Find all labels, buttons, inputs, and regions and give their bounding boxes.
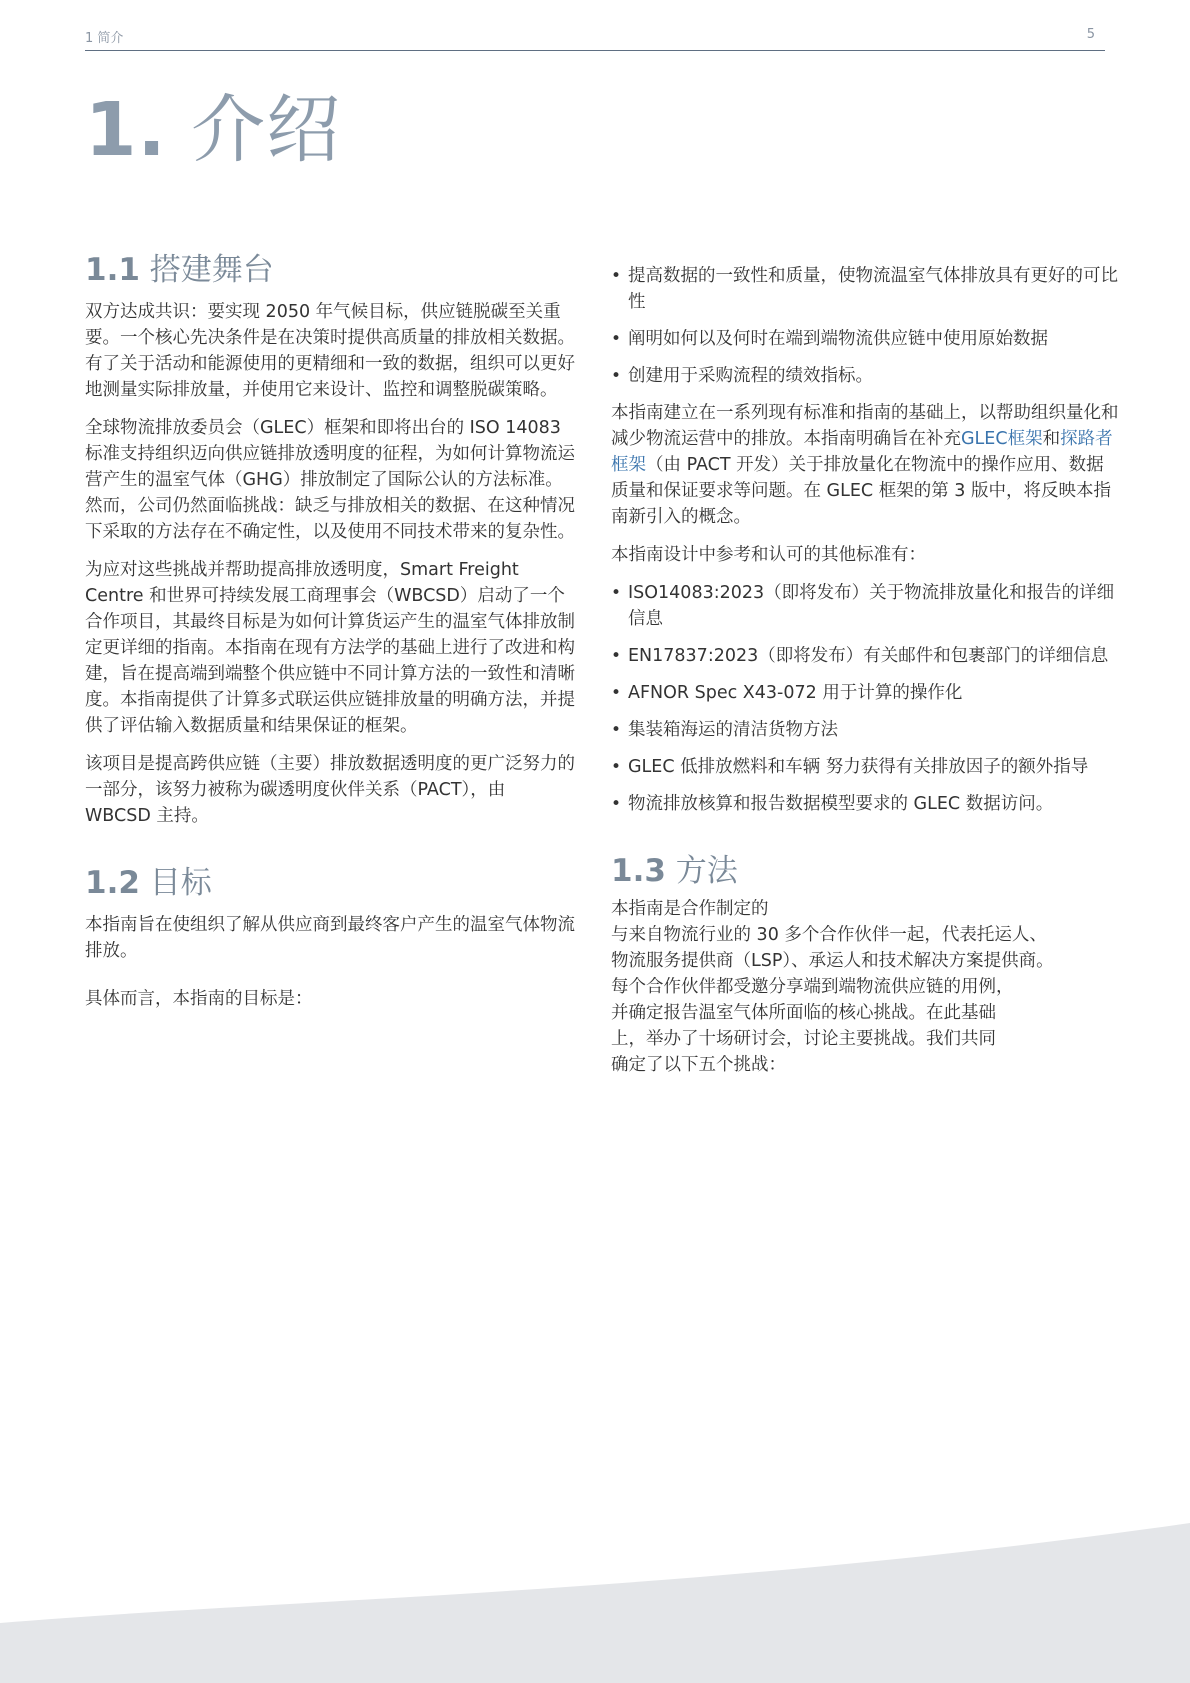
method-line: 并确定报告温室气体所面临的核心挑战。在此基础 [611, 1003, 996, 1024]
list-item: • 阐明如何以及何时在端到端物流供应链中使用原始数据 [611, 329, 1048, 349]
method-paragraph [611, 896, 1121, 1078]
section-1-2-heading [85, 865, 575, 902]
footer-wave-decoration [0, 1503, 1190, 1683]
pathfinder-framework-link[interactable]: 探路者框架 [611, 429, 1113, 475]
left-column [85, 252, 575, 1024]
list-item: • 提高数据的一致性和质量，使物流温室气体排放具有更好的可比性 [611, 266, 1118, 312]
list-item-text: EN17837:2023（即将发布）有关邮件和包裹部门的详细信息 [628, 646, 1109, 666]
paragraph: 双方达成共识：要实现 2050 年气候目标，供应链脱碳至关重要。一个核心先决条件是在决策时提供高质量的排放相关数据。有了关于活动和能源使用的更精细和一致的数据，组织可以更好地测量实际排放量，并使用它来设计、监控和调整脱碳策略。 [85, 302, 575, 401]
method-line: 物流服务提供商（LSP）、承运人和技术解决方案提供商。 [611, 951, 1054, 972]
running-header [85, 24, 1105, 51]
list-item-text: 提高数据的一致性和质量，使物流温室气体排放具有更好的可比性 [628, 266, 1118, 312]
goals-list [611, 263, 1121, 389]
method-line: 与来自物流行业的 30 多个合作伙伴一起，代表托运人、 [611, 925, 1047, 946]
list-item-text: GLEC 低排放燃料和车辆 努力获得有关排放因子的额外指导 [628, 757, 1089, 777]
method-line: 每个合作伙伴都受邀分享端到端物流供应链的用例， [611, 977, 1014, 998]
paragraph: 全球物流排放委员会（GLEC）框架和即将出台的 ISO 14083 标准支持组织迈向供应链排放透明度的征程，为如何计算物流运营产生的温室气体（GHG）排放制定了国际公认的方法标准。然而，公司仍然面临挑战：缺乏与排放相关的数据、在这种情况下采取的方法存在不确定性，以及使用不同技术带来的复杂性。 [85, 418, 575, 543]
list-item: • EN17837:2023（即将发布）有关邮件和包裹部门的详细信息 [611, 646, 1109, 666]
list-item: • ISO14083:2023（即将发布）关于物流排放量化和报告的详细信息 [611, 583, 1115, 629]
header-section-label: 1 简介 [85, 31, 124, 46]
method-line: 确定了以下五个挑战： [611, 1055, 786, 1076]
right-column [611, 263, 1121, 1090]
method-line: 上，举办了十场研讨会，讨论主要挑战。我们共同 [611, 1029, 996, 1050]
standards-intro: 本指南设计中参考和认可的其他标准有： [611, 545, 926, 565]
list-item-text: 集装箱海运的清洁货物方法 [628, 720, 838, 740]
section-1-1-title: 搭建舞台 [149, 252, 274, 288]
list-item-text: ISO14083:2023（即将发布）关于物流排放量化和报告的详细信息 [628, 583, 1115, 629]
list-item: • 物流排放核算和报告数据模型要求的 GLEC 数据访问。 [611, 794, 1054, 814]
basis-conjunction: 和 [1042, 429, 1061, 449]
page-number: 5 [1086, 27, 1095, 42]
section-1-1-number: 1.1 [85, 252, 140, 288]
chapter-title-text: 介绍 [191, 87, 342, 173]
list-item: • 集装箱海运的清洁货物方法 [611, 720, 838, 740]
basis-text: 本指南建立在一系列现有标准和指南的基础上，以帮助组织量化和减少物流运营中的排放。本指南明确旨在补充 [611, 403, 1119, 449]
list-item: • AFNOR Spec X43-072 用于计算的操作化 [611, 683, 963, 703]
section-1-3-heading [611, 853, 1121, 890]
list-item-text: AFNOR Spec X43-072 用于计算的操作化 [628, 683, 963, 703]
basis-paragraph [611, 400, 1121, 530]
paragraph: 该项目是提高跨供应链（主要）排放数据透明度的更广泛努力的一部分，该努力被称为碳透明度伙伴关系（PACT），由 WBCSD 主持。 [85, 754, 575, 827]
list-item-text: 阐明如何以及何时在端到端物流供应链中使用原始数据 [628, 329, 1048, 349]
paragraph: 本指南旨在使组织了解从供应商到最终客户产生的温室气体物流排放。 [85, 915, 575, 962]
standards-list [611, 580, 1121, 817]
section-1-3-title: 方法 [675, 853, 738, 889]
chapter-number: 1. [85, 87, 167, 173]
method-line: 本指南是合作制定的 [611, 899, 769, 920]
list-item-text: 创建用于采购流程的绩效指标。 [628, 366, 873, 386]
glec-framework-link[interactable]: GLEC框架 [961, 429, 1043, 449]
list-item-text: 物流排放核算和报告数据模型要求的 GLEC 数据访问。 [628, 794, 1054, 814]
section-1-3-number: 1.3 [611, 853, 666, 889]
chapter-title [85, 86, 341, 175]
basis-text-cont: （由 PACT 开发）关于排放量化在物流中的操作应用、数据质量和保证要求等问题。在 GLEC 框架的第 3 版中，将反映本指南新引入的概念。 [611, 455, 1111, 527]
list-item: • GLEC 低排放燃料和车辆 努力获得有关排放因子的额外指导 [611, 757, 1089, 777]
paragraph: 为应对这些挑战并帮助提高排放透明度，Smart Freight Centre 和世界可持续发展工商理事会（WBCSD）启动了一个合作项目，其最终目标是为如何计算货运产生的温室气体排放制定更详细的指南。本指南在现有方法学的基础上进行了改进和构建，旨在提高端到端整个供应链中不同计算方法的一致性和清晰度。本指南提供了计算多式联运供应链排放量的明确方法，并提供了评估输入数据质量和结果保证的框架。 [85, 560, 575, 737]
paragraph: 具体而言，本指南的目标是： [85, 989, 313, 1010]
section-1-2-title: 目标 [149, 865, 212, 902]
list-item: • 创建用于采购流程的绩效指标。 [611, 366, 873, 386]
section-1-2-number: 1.2 [85, 865, 140, 902]
section-1-1-heading [85, 252, 575, 289]
